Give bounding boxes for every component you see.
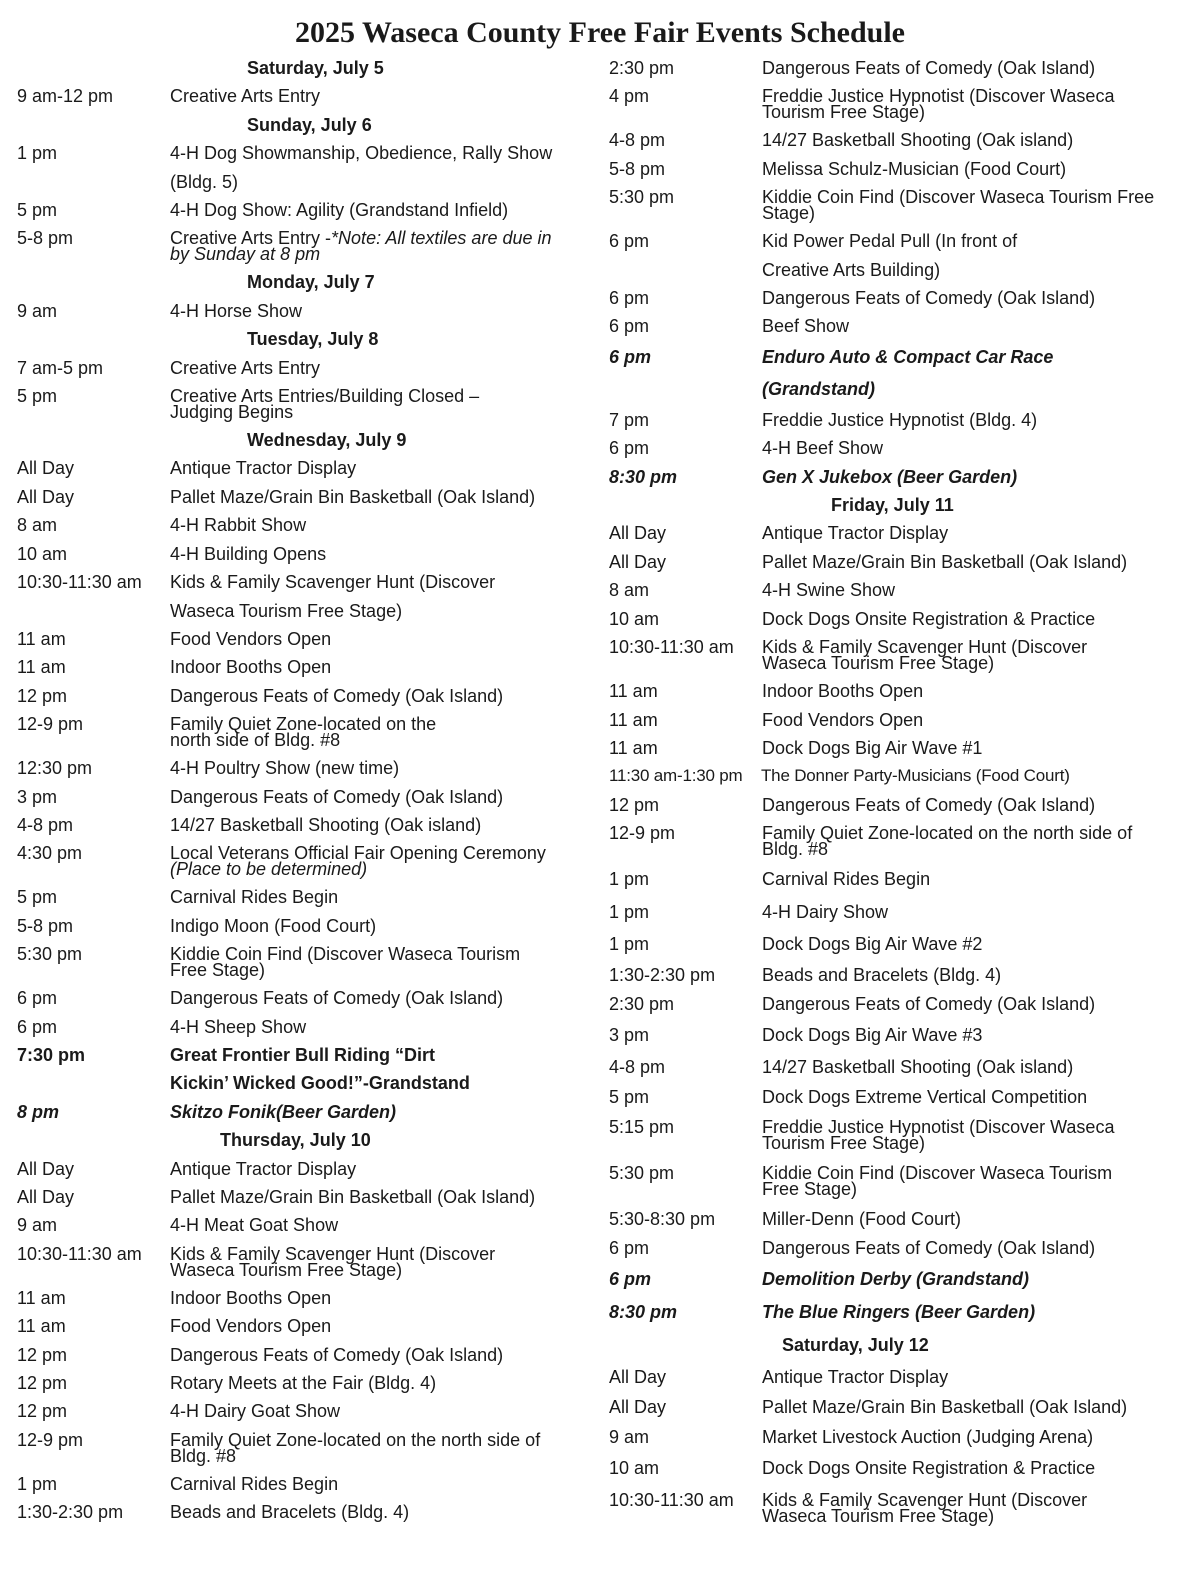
event-row — [17, 1470, 592, 1498]
event-time: 4 pm — [609, 86, 650, 107]
event-name: Dangerous Feats of Comedy (Oak Island) — [170, 786, 504, 807]
event-row — [17, 1211, 592, 1239]
event-row — [609, 863, 1194, 896]
event-row — [17, 454, 592, 482]
event-name: Pallet Maze/Grain Bin Basketball (Oak Island) — [762, 551, 1128, 572]
event-name: Dock Dogs Big Air Wave #1 — [762, 737, 983, 758]
event-time: 12-9 pm — [17, 714, 84, 735]
event-name: Pallet Maze/Grain Bin Basketball (Oak Island) — [170, 1187, 536, 1207]
event-name: Dangerous Feats of Comedy (Oak Island) — [762, 288, 1096, 309]
event-row — [609, 1205, 1194, 1233]
event-row — [609, 1263, 1194, 1296]
event-time: 9 am — [17, 1215, 58, 1236]
event-time: 7 am-5 pm — [17, 357, 104, 378]
event-row — [17, 912, 592, 940]
event-name: Antique Tractor Display — [762, 523, 949, 544]
event-line: Kids & Family Scavenger Hunt (Discover — [170, 1243, 496, 1264]
event-row — [609, 706, 1194, 734]
event-time: All Day — [609, 551, 667, 572]
event-time: All Day — [17, 486, 75, 507]
event-time: All Day — [609, 1367, 667, 1388]
event-row — [17, 710, 592, 754]
event-row — [609, 463, 1194, 491]
event-name: Dock Dogs Big Air Wave #2 — [762, 934, 983, 955]
event-row — [17, 811, 592, 839]
event-name: Indoor Booths Open — [170, 1287, 332, 1308]
event-time: 6 pm — [17, 988, 58, 1009]
event-line: Bldg. #8 — [762, 839, 829, 860]
event-time: 9 am — [17, 300, 58, 321]
event-time: 5-8 pm — [609, 158, 666, 179]
event-name: Indoor Booths Open — [762, 681, 924, 702]
event-row — [17, 984, 592, 1012]
event-name: The Donner Party-Musicians (Food Court) — [761, 766, 1070, 786]
event-row — [609, 54, 1194, 82]
event-row — [609, 1296, 1194, 1329]
event-line: Family Quiet Zone-located on the north side of — [762, 823, 1133, 844]
event-row — [17, 511, 592, 539]
event-row — [17, 1240, 592, 1284]
event-row — [609, 155, 1194, 183]
event-line: Creative Arts Entry - — [170, 228, 332, 249]
event-name: Beads and Bracelets (Bldg. 4) — [170, 1502, 410, 1523]
event-time: 12 pm — [17, 1373, 68, 1394]
event-line: Bldg. #8 — [170, 1445, 237, 1466]
event-name — [762, 341, 1194, 406]
event-line: Stage) — [762, 203, 816, 224]
event-name: Food Vendors Open — [170, 1316, 332, 1337]
event-time: 6 pm — [609, 231, 650, 252]
event-name — [170, 843, 592, 880]
event-time: 4-8 pm — [609, 1056, 666, 1077]
event-time: All Day — [609, 1397, 667, 1418]
event-time: 12 pm — [609, 794, 660, 815]
event-name: 4-H Sheep Show — [170, 1016, 307, 1037]
event-line: Free Stage) — [170, 960, 266, 981]
event-row — [609, 284, 1194, 312]
event-row — [609, 762, 1194, 790]
event-time: 7 pm — [609, 409, 650, 430]
event-row — [17, 754, 592, 782]
event-name: 4-H Rabbit Show — [170, 515, 307, 536]
event-row — [609, 1392, 1194, 1422]
event-name: 14/27 Basketball Shooting (Oak island) — [170, 814, 482, 835]
event-line: Judging Begins — [170, 402, 294, 423]
event-time: 5 pm — [609, 1087, 650, 1108]
event-name: Pallet Maze/Grain Bin Basketball (Oak Island) — [762, 1397, 1128, 1418]
event-row — [609, 406, 1194, 434]
event-time: 12:30 pm — [17, 758, 93, 779]
event-row — [17, 297, 592, 325]
event-time: 9 am-12 pm — [17, 86, 114, 107]
event-time: 1 pm — [609, 901, 650, 922]
event-time: 11 am — [609, 737, 658, 758]
event-row — [17, 1041, 592, 1098]
event-time: 6 pm — [609, 438, 650, 459]
event-row — [609, 605, 1194, 633]
page-title: 2025 Waseca County Free Fair Events Schedule — [295, 16, 905, 49]
event-time: 2:30 pm — [609, 58, 675, 78]
event-time: 10 am — [609, 1458, 660, 1479]
event-row — [17, 653, 592, 681]
day-header: Saturday, July 5 — [247, 58, 384, 78]
event-name: Miller-Denn (Food Court) — [762, 1209, 962, 1230]
event-name — [762, 1163, 1194, 1200]
event-name: Dock Dogs Onsite Registration & Practice — [762, 1458, 1096, 1479]
day-header: Wednesday, July 9 — [247, 430, 407, 451]
event-row — [17, 1498, 592, 1526]
day-header: Monday, July 7 — [247, 272, 375, 293]
event-row — [609, 1052, 1194, 1083]
event-time: 6 pm — [609, 346, 652, 367]
event-note: by Sunday at 8 pm — [170, 244, 321, 265]
event-name: Dock Dogs Big Air Wave #3 — [762, 1025, 983, 1046]
event-name — [170, 1041, 592, 1098]
event-time: 1:30-2:30 pm — [17, 1502, 124, 1523]
event-row — [17, 682, 592, 710]
event-row — [17, 196, 592, 224]
event-row — [17, 783, 592, 811]
event-name: Beef Show — [762, 316, 850, 337]
event-row — [17, 883, 592, 911]
event-line: Waseca Tourism Free Stage) — [170, 1259, 403, 1280]
event-time: 8:30 pm — [609, 466, 678, 487]
event-line: Waseca Tourism Free Stage) — [762, 653, 995, 674]
event-row — [609, 633, 1194, 677]
event-name: 4-H Beef Show — [762, 438, 884, 459]
event-name: Melissa Schulz-Musician (Food Court) — [762, 158, 1067, 179]
event-line: Kids & Family Scavenger Hunt (Discover — [762, 1490, 1088, 1511]
day-header: Tuesday, July 8 — [247, 329, 379, 350]
event-time: 3 pm — [17, 786, 58, 807]
event-time: 8:30 pm — [609, 1301, 678, 1322]
event-row — [609, 896, 1194, 929]
event-row — [17, 1013, 592, 1041]
event-name: Skitzo Fonik(Beer Garden) — [170, 1101, 397, 1122]
event-time: 1 pm — [17, 1473, 58, 1494]
event-name: Dock Dogs Extreme Vertical Competition — [762, 1087, 1088, 1108]
event-time: 10:30-11:30 am — [609, 637, 734, 658]
event-name — [762, 86, 1194, 123]
event-line: Freddie Justice Hypnotist (Discover Waseca — [762, 1117, 1115, 1138]
event-row — [609, 928, 1194, 961]
event-time: 11 am — [609, 681, 658, 702]
event-time: 10:30-11:30 am — [609, 1490, 734, 1511]
event-name: 4-H Dog Show: Agility (Grandstand Infield) — [170, 200, 509, 221]
event-row — [609, 791, 1194, 819]
event-line: Kiddie Coin Find (Discover Waseca Tourism — [762, 1163, 1113, 1184]
event-name — [762, 1490, 1194, 1527]
event-time: 5 pm — [17, 887, 58, 908]
event-row — [17, 82, 592, 110]
event-time: 7:30 pm — [17, 1044, 86, 1065]
event-time: All Day — [17, 458, 75, 479]
event-time: 12 pm — [17, 685, 68, 706]
event-row — [609, 82, 1194, 126]
event-name: Indigo Moon (Food Court) — [170, 915, 377, 936]
event-line: Kids & Family Scavenger Hunt (Discover — [762, 637, 1088, 658]
event-time: 11 am — [17, 1316, 66, 1337]
event-time: 6 pm — [609, 316, 650, 337]
event-name: Freddie Justice Hypnotist (Bldg. 4) — [762, 409, 1038, 430]
event-line: Creative Arts Building) — [762, 259, 941, 280]
event-row — [609, 734, 1194, 762]
event-name — [170, 228, 592, 265]
event-name: The Blue Ringers (Beer Garden) — [762, 1301, 1036, 1322]
schedule-column-right — [609, 54, 1194, 1530]
event-time: 5:30 pm — [609, 187, 675, 208]
event-time: 4-8 pm — [17, 814, 74, 835]
event-time: 10:30-11:30 am — [17, 572, 142, 593]
event-name: Creative Arts Entry — [170, 86, 321, 107]
event-line: Free Stage) — [762, 1179, 858, 1200]
event-line: Family Quiet Zone-located on the north side of — [170, 1429, 541, 1450]
event-note: *Note: All textiles are due in — [331, 228, 552, 249]
event-row — [609, 1157, 1194, 1205]
event-row — [609, 576, 1194, 604]
event-name: Dangerous Feats of Comedy (Oak Island) — [170, 1344, 504, 1365]
event-row — [609, 989, 1194, 1019]
event-line: (Bldg. 5) — [170, 171, 239, 192]
event-time: 11:30 am-1:30 pm — [609, 766, 743, 786]
event-row — [609, 434, 1194, 462]
event-row — [17, 568, 592, 625]
event-time: All Day — [17, 1187, 75, 1207]
event-name: 4-H Poultry Show (new time) — [170, 758, 400, 779]
event-time: 4-8 pm — [609, 130, 666, 151]
event-time: 12-9 pm — [17, 1429, 84, 1450]
event-row — [17, 940, 592, 984]
event-name: Rotary Meets at the Fair (Bldg. 4) — [170, 1373, 437, 1394]
event-time: 4:30 pm — [17, 843, 83, 864]
event-row — [17, 483, 592, 511]
event-time: 1 pm — [17, 143, 58, 164]
event-name — [762, 227, 1194, 284]
event-time: 10:30-11:30 am — [17, 1243, 142, 1264]
event-time: All Day — [609, 523, 667, 544]
event-line: Freddie Justice Hypnotist (Discover Waseca — [762, 86, 1115, 107]
event-name — [170, 1429, 592, 1466]
event-name: Creative Arts Entry — [170, 357, 321, 378]
event-name: 4-H Swine Show — [762, 580, 896, 601]
event-time: 11 am — [17, 1287, 66, 1308]
event-line: Kids & Family Scavenger Hunt (Discover — [170, 572, 496, 593]
event-name: Carnival Rides Begin — [762, 869, 931, 890]
event-line: Waseca Tourism Free Stage) — [170, 600, 403, 621]
day-header: Sunday, July 6 — [247, 114, 372, 135]
event-line: Enduro Auto & Compact Car Race — [762, 346, 1054, 367]
event-time: 11 am — [17, 657, 66, 678]
event-time: 5 pm — [17, 200, 58, 221]
event-name: Dangerous Feats of Comedy (Oak Island) — [762, 1238, 1096, 1259]
event-name — [170, 568, 592, 625]
event-time: 8 pm — [17, 1101, 60, 1122]
event-time: 9 am — [609, 1427, 650, 1448]
event-time: 6 pm — [609, 1238, 650, 1259]
event-time: 5:15 pm — [609, 1117, 675, 1138]
event-line: Tourism Free Stage) — [762, 102, 926, 123]
event-row — [17, 839, 592, 883]
event-name: Dangerous Feats of Comedy (Oak Island) — [170, 685, 504, 706]
event-line: Tourism Free Stage) — [762, 1133, 926, 1154]
event-time: 1:30-2:30 pm — [609, 964, 716, 985]
event-row — [609, 519, 1194, 547]
event-line: Family Quiet Zone-located on the — [170, 714, 437, 735]
event-note: (Place to be determined) — [170, 859, 368, 880]
event-name: 4-H Building Opens — [170, 543, 327, 564]
event-row — [609, 183, 1194, 227]
event-line: Great Frontier Bull Riding “Dirt — [170, 1044, 436, 1065]
event-time: 10 am — [609, 608, 660, 629]
event-line: Kiddie Coin Find (Discover Waseca Tourism Free — [762, 187, 1155, 208]
event-name: Food Vendors Open — [762, 709, 924, 730]
event-time: 12 pm — [17, 1344, 68, 1365]
event-name: Dangerous Feats of Comedy (Oak Island) — [762, 794, 1096, 815]
day-header: Thursday, July 10 — [220, 1130, 371, 1151]
event-name: Market Livestock Auction (Judging Arena) — [762, 1427, 1094, 1448]
event-name: Dangerous Feats of Comedy (Oak Island) — [170, 988, 504, 1009]
event-name: Antique Tractor Display — [170, 1158, 357, 1179]
event-time: 5 pm — [17, 386, 58, 407]
event-row — [17, 1397, 592, 1425]
event-name: Carnival Rides Begin — [170, 887, 339, 908]
day-header: Saturday, July 12 — [782, 1335, 929, 1356]
event-name — [170, 944, 592, 981]
event-name: Carnival Rides Begin — [170, 1473, 339, 1494]
event-time: 11 am — [609, 709, 658, 730]
event-name — [170, 1243, 592, 1280]
event-name: Beads and Bracelets (Bldg. 4) — [762, 964, 1002, 985]
event-row — [609, 1362, 1194, 1392]
event-row — [609, 1233, 1194, 1263]
event-name: Pallet Maze/Grain Bin Basketball (Oak Island) — [170, 486, 536, 507]
event-name: 14/27 Basketball Shooting (Oak island) — [762, 130, 1074, 151]
event-time: 1 pm — [609, 869, 650, 890]
event-name: Dock Dogs Onsite Registration & Practice — [762, 608, 1096, 629]
event-time: 5:30 pm — [609, 1163, 675, 1184]
event-name: 14/27 Basketball Shooting (Oak island) — [762, 1056, 1074, 1077]
event-row — [609, 227, 1194, 284]
event-name — [762, 823, 1194, 860]
event-line: north side of Bldg. #8 — [170, 730, 341, 751]
event-row — [609, 1113, 1194, 1157]
event-row — [17, 1183, 592, 1211]
event-row — [17, 625, 592, 653]
event-line: Kickin’ Wicked Good!”-Grandstand — [170, 1073, 470, 1094]
event-row — [17, 540, 592, 568]
event-row — [609, 961, 1194, 989]
day-header: Friday, July 11 — [831, 495, 954, 516]
event-time: 12 pm — [17, 1401, 68, 1422]
event-time: 5-8 pm — [17, 228, 74, 249]
event-time: 8 am — [609, 580, 650, 601]
event-name: Indoor Booths Open — [170, 657, 332, 678]
event-name: Dangerous Feats of Comedy (Oak Island) — [762, 994, 1096, 1015]
event-row — [17, 1098, 592, 1126]
event-name — [762, 187, 1194, 224]
event-time: 10 am — [17, 543, 68, 564]
event-name — [170, 139, 592, 196]
event-time: 11 am — [17, 628, 66, 649]
event-time: 5:30 pm — [17, 944, 83, 965]
event-row — [609, 819, 1194, 863]
event-row — [17, 1284, 592, 1312]
event-row — [17, 1341, 592, 1369]
event-name — [762, 637, 1194, 674]
event-name: Dangerous Feats of Comedy (Oak Island) — [762, 58, 1096, 78]
event-time: 5-8 pm — [17, 915, 74, 936]
event-row — [17, 1312, 592, 1340]
event-row — [609, 548, 1194, 576]
event-row — [17, 224, 592, 268]
event-time: 12-9 pm — [609, 823, 676, 844]
event-time: 2:30 pm — [609, 994, 675, 1015]
event-line: 4-H Dog Showmanship, Obedience, Rally Show — [170, 143, 553, 164]
event-row — [609, 1453, 1194, 1483]
event-name — [170, 714, 592, 751]
event-row — [609, 1422, 1194, 1453]
event-name: Demolition Derby (Grandstand) — [762, 1269, 1030, 1290]
event-row — [17, 382, 592, 426]
event-time: 6 pm — [609, 288, 650, 309]
event-name: 4-H Meat Goat Show — [170, 1215, 339, 1236]
event-name: 4-H Dairy Show — [762, 901, 889, 922]
event-name — [170, 386, 592, 423]
event-name — [762, 1117, 1194, 1154]
event-line: Kiddie Coin Find (Discover Waseca Tourism — [170, 944, 521, 965]
event-time: 3 pm — [609, 1025, 650, 1046]
event-row — [609, 1483, 1194, 1530]
event-row — [17, 1426, 592, 1470]
event-row — [609, 1082, 1194, 1113]
event-row — [609, 126, 1194, 154]
event-time: 6 pm — [17, 1016, 58, 1037]
event-row — [17, 354, 592, 382]
event-row — [609, 312, 1194, 340]
event-line: (Grandstand) — [762, 379, 876, 400]
event-line: Creative Arts Entries/Building Closed – — [170, 386, 480, 407]
event-time: 5:30-8:30 pm — [609, 1209, 716, 1230]
event-name: Food Vendors Open — [170, 628, 332, 649]
event-row — [609, 677, 1194, 705]
event-line: Waseca Tourism Free Stage) — [762, 1506, 995, 1527]
event-row — [17, 1155, 592, 1183]
event-row — [17, 1369, 592, 1397]
event-row — [17, 139, 592, 196]
event-line: Kid Power Pedal Pull (In front of — [762, 231, 1018, 252]
schedule-column-left — [17, 54, 592, 1527]
event-name: 4-H Dairy Goat Show — [170, 1401, 341, 1422]
event-time: 1 pm — [609, 934, 650, 955]
event-name: Gen X Jukebox (Beer Garden) — [762, 466, 1018, 487]
event-line: Local Veterans Official Fair Opening Ceremony — [170, 843, 546, 864]
event-time: 8 am — [17, 515, 58, 536]
event-name: Antique Tractor Display — [170, 458, 357, 479]
event-time: All Day — [17, 1158, 75, 1179]
event-row — [609, 341, 1194, 406]
event-row — [609, 1019, 1194, 1052]
event-time: 6 pm — [609, 1269, 652, 1290]
event-name: Antique Tractor Display — [762, 1367, 949, 1388]
event-name: 4-H Horse Show — [170, 300, 303, 321]
